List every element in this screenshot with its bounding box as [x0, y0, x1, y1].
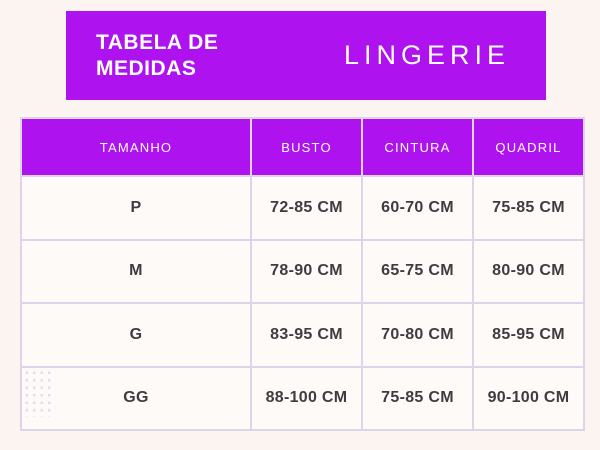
- column-header-tamanho: TAMANHO: [22, 119, 250, 175]
- size-cell: M: [22, 241, 250, 303]
- waist-cell: 75-85 CM: [363, 368, 472, 430]
- hip-cell: 90-100 CM: [474, 368, 583, 430]
- page-title-line2: MEDIDAS: [96, 56, 197, 80]
- waist-cell: 60-70 CM: [363, 177, 472, 239]
- column-header-cintura: CINTURA: [363, 119, 472, 175]
- column-header-busto: BUSTO: [252, 119, 361, 175]
- waist-cell: 65-75 CM: [363, 241, 472, 303]
- brand-label: LINGERIE: [343, 40, 510, 70]
- waist-cell: 70-80 CM: [363, 304, 472, 366]
- page-title: [96, 30, 218, 82]
- bust-cell: 88-100 CM: [252, 368, 361, 430]
- column-header-quadril: QUADRIL: [474, 119, 583, 175]
- bust-cell: 78-90 CM: [252, 241, 361, 303]
- bust-cell: 72-85 CM: [252, 177, 361, 239]
- header-banner: [66, 11, 546, 100]
- hip-cell: 85-95 CM: [474, 304, 583, 366]
- measurements-table: [20, 117, 585, 431]
- size-cell: P: [22, 177, 250, 239]
- size-cell: GG: [22, 368, 250, 430]
- bust-cell: 83-95 CM: [252, 304, 361, 366]
- size-cell: G: [22, 304, 250, 366]
- hip-cell: 75-85 CM: [474, 177, 583, 239]
- page-title-line1: TABELA DE: [96, 30, 219, 54]
- hip-cell: 80-90 CM: [474, 241, 583, 303]
